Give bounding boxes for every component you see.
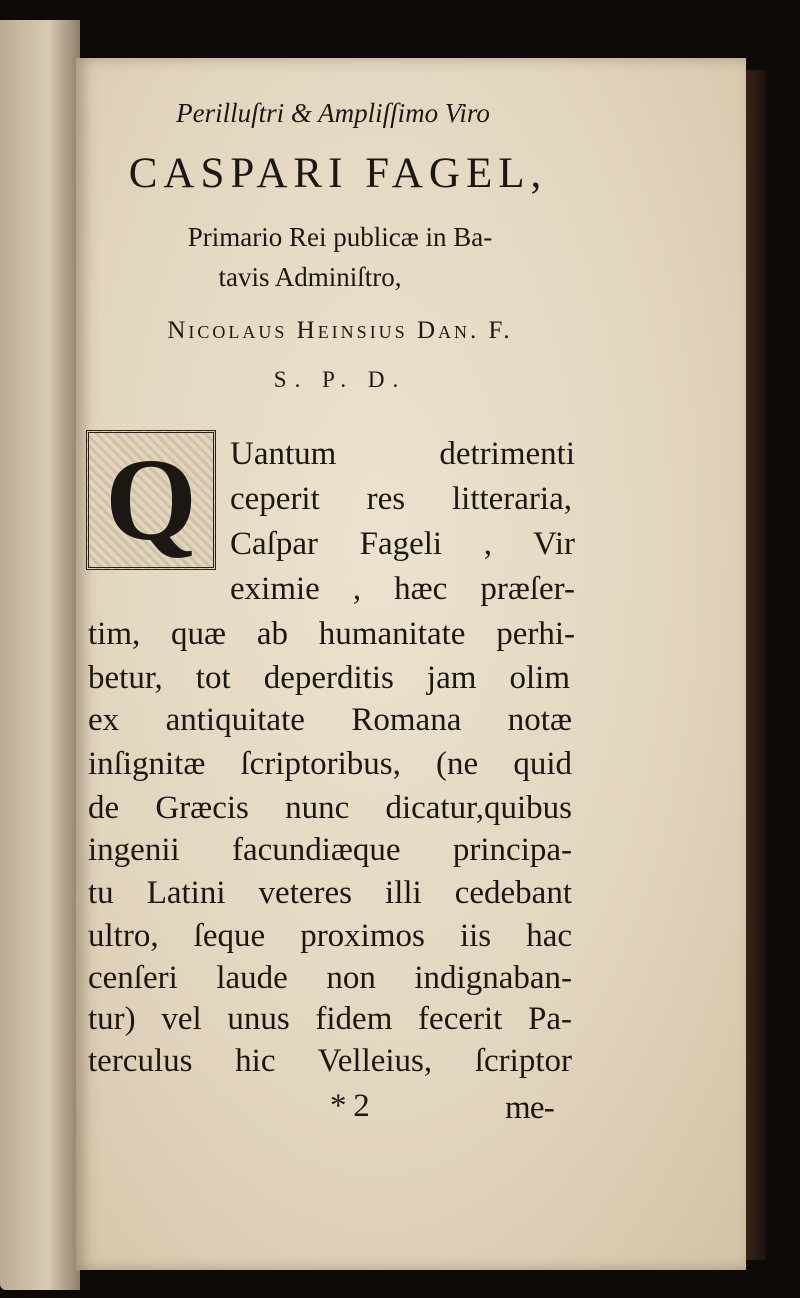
facing-page	[0, 20, 80, 1290]
body-line: cenſeri laude non indignaban-	[88, 960, 572, 996]
dedication-line: Perilluſtri & Ampliſſimo Viro	[176, 98, 490, 128]
catchword: me-	[505, 1090, 554, 1126]
dedicatee-name: CASPARI FAGEL,	[128, 150, 548, 197]
body-line: ex antiquitate Romana notæ	[88, 702, 572, 738]
body-line: betur, tot deperditis jam olim	[88, 660, 570, 696]
author-line: Nicolaus Heinsius Dan. F.	[167, 317, 513, 344]
body-line: inſignitæ ſcriptoribus, (ne quid	[88, 746, 572, 782]
body-line: Uantum detrimenti	[230, 436, 575, 472]
dedicatee-title-2: tavis Adminiſtro,	[218, 262, 402, 292]
body-line: ultro, ſeque proximos iis hac	[88, 918, 572, 954]
signature-mark: * 2	[330, 1088, 369, 1124]
body-line: tu Latini veteres illi cedebant	[88, 875, 572, 911]
drop-cap-letter: Q	[105, 434, 197, 565]
body-line: ingenii facundiæque principa-	[88, 832, 572, 868]
body-line: tur) vel unus fidem fecerit Pa-	[88, 1001, 572, 1037]
body-line: tim, quæ ab humanitate perhi-	[88, 616, 575, 652]
ornamental-initial	[86, 430, 216, 570]
body-line: eximie , hæc præſer-	[230, 571, 575, 607]
body-line: terculus hic Velleius, ſcriptor	[88, 1043, 572, 1079]
body-line: de Græcis nunc dicatur,quibus	[88, 790, 572, 826]
dedicatee-title-1: Primario Rei publicæ in Ba-	[187, 222, 493, 252]
body-line: ceperit res litteraria,	[230, 481, 572, 517]
body-line: Caſpar Fageli , Vir	[230, 526, 575, 562]
book-edge	[744, 70, 766, 1260]
salutation: S. P. D.	[273, 367, 407, 392]
